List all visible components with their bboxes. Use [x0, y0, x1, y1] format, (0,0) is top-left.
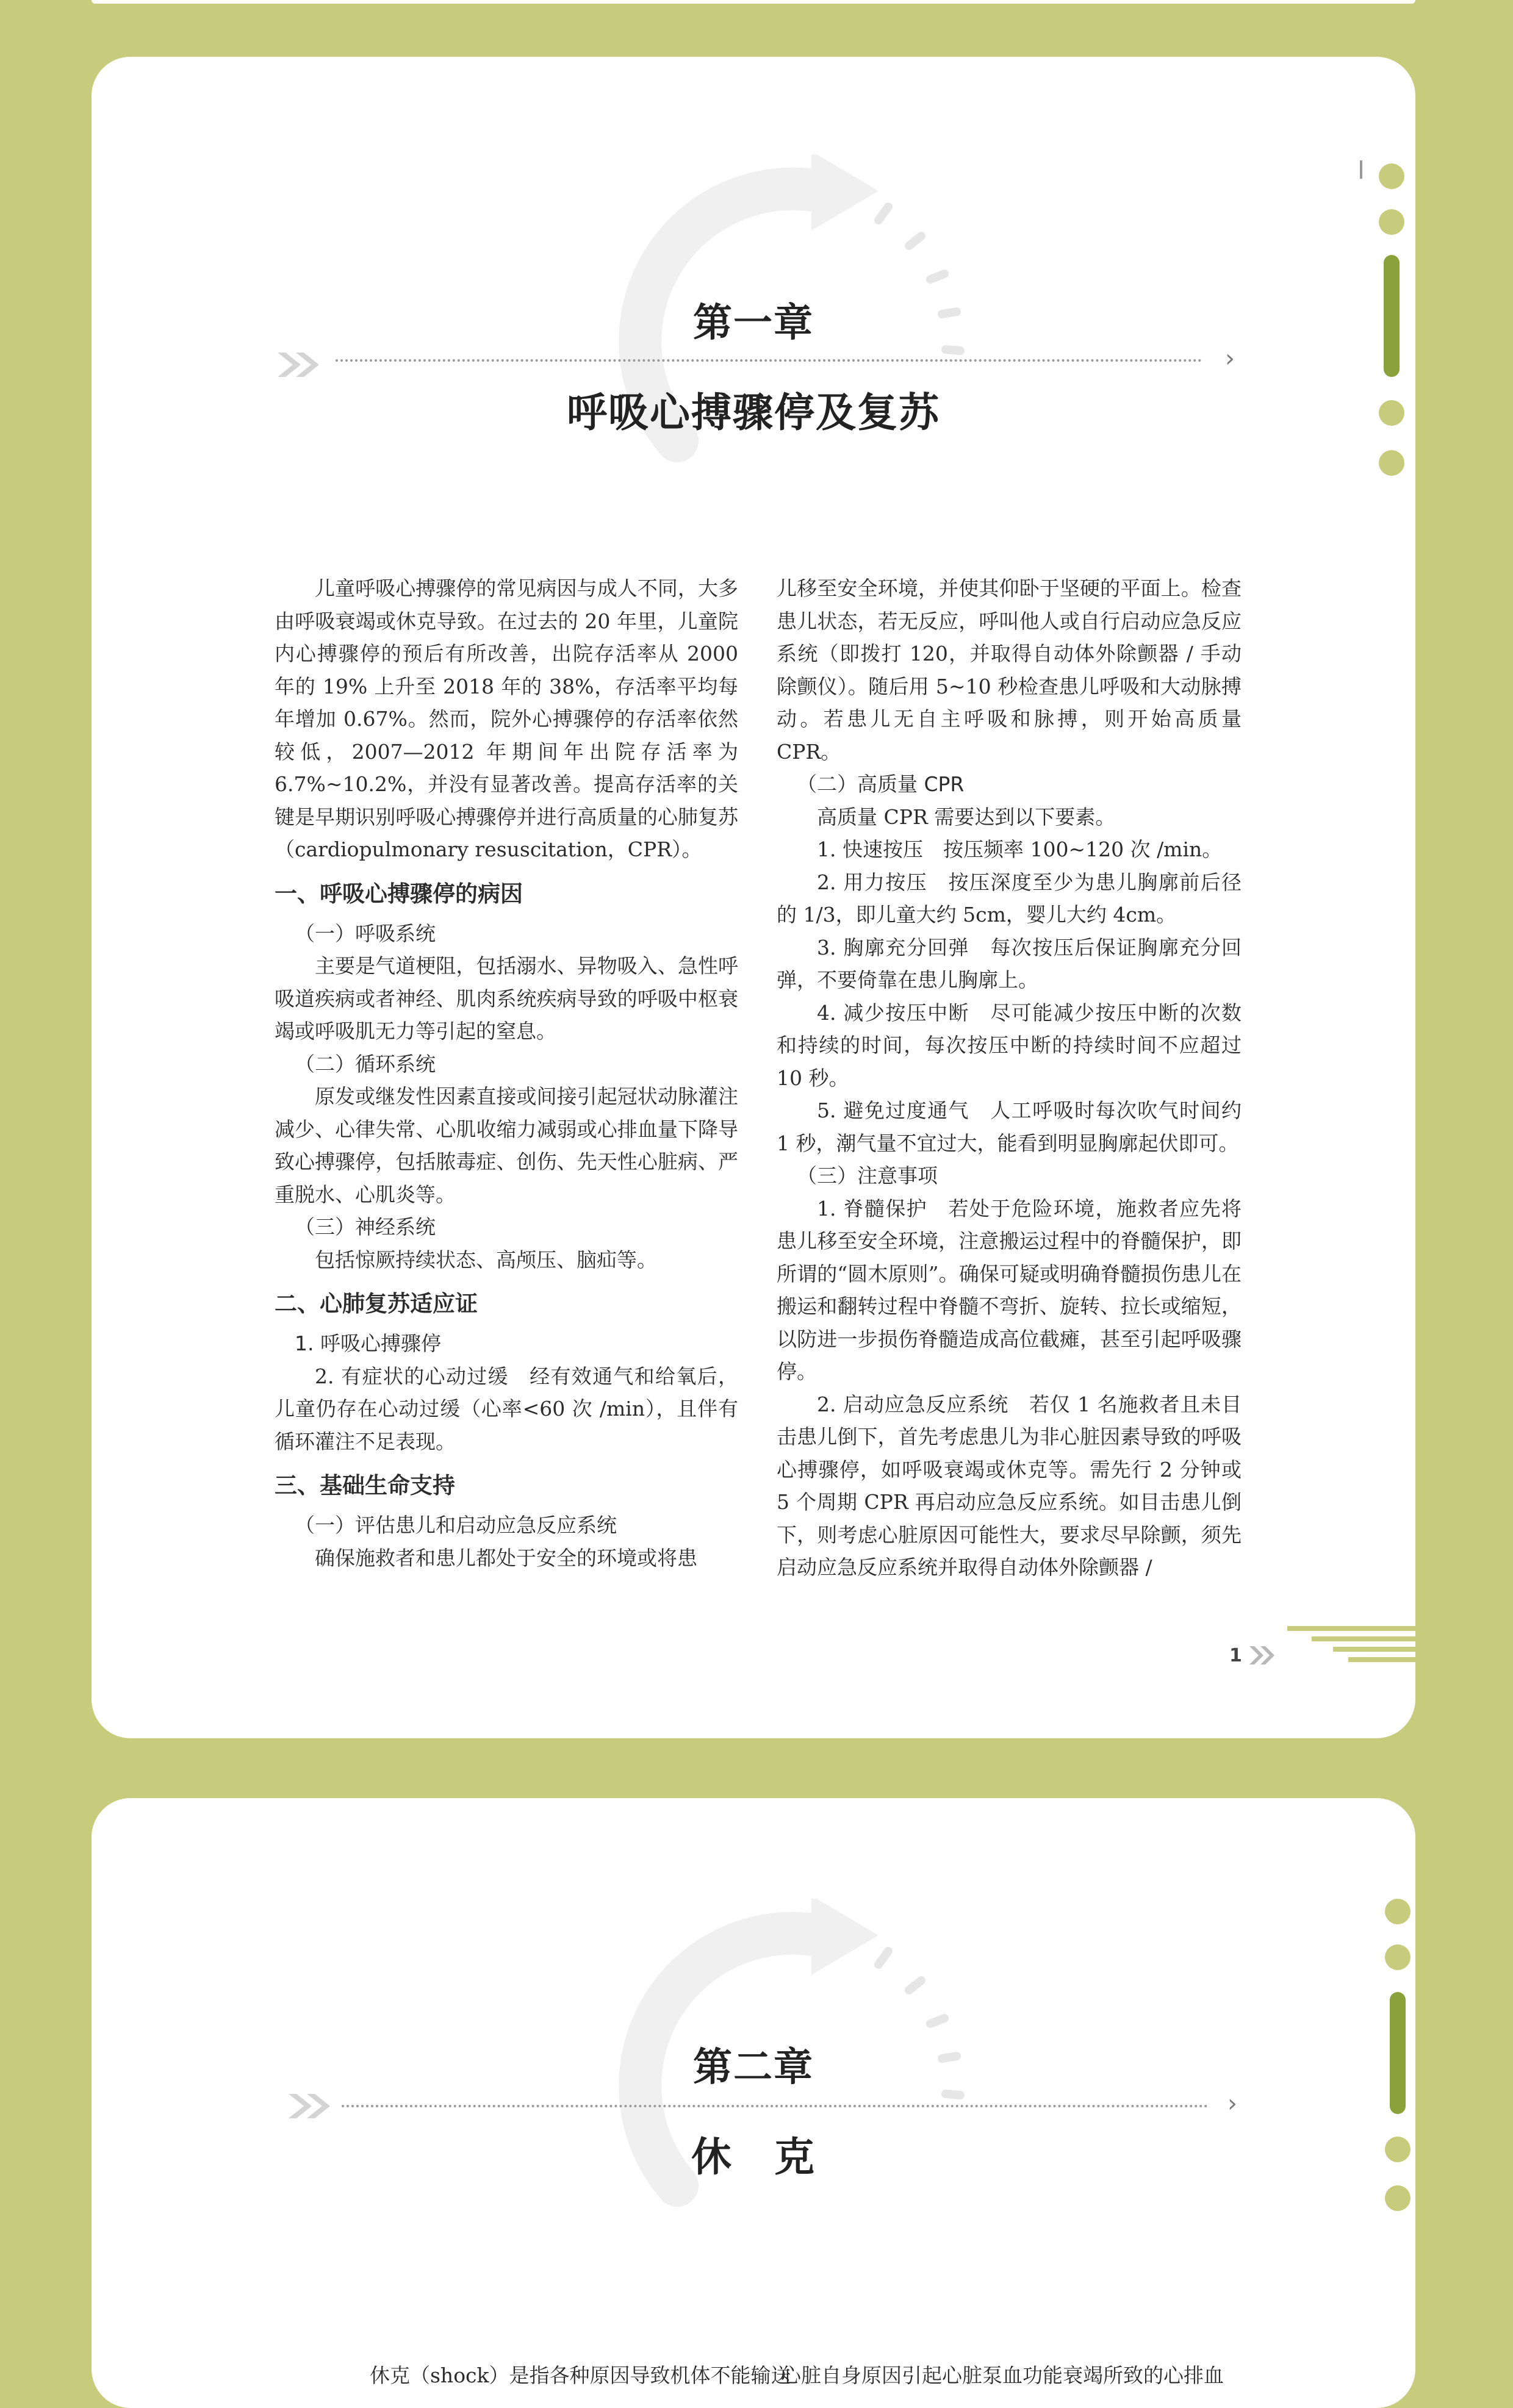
double-chevron-icon [275, 349, 323, 380]
paragraph: 2. 用力按压 按压深度至少为患儿胸廓前后径的 1/3，即儿童大约 5cm，婴儿大约 4cm。 [777, 870, 1242, 926]
paragraph: 3. 胸廓充分回弹 每次按压后保证胸廓充分回弹，不要倚靠在患儿胸廓上。 [777, 935, 1242, 992]
corner-stripes-icon [1287, 1623, 1415, 1672]
previous-page-edge [92, 0, 1415, 4]
nav-dot [1379, 163, 1404, 189]
nav-bar-active [1390, 1992, 1406, 2114]
subsection-heading: （三）注意事项 [797, 1164, 938, 1188]
paragraph: 5. 避免过度通气 人工呼吸时每次吹气时间约 1 秒，潮气量不宜过大，能看到明显胸廓起伏即可。 [777, 1098, 1242, 1155]
chapter-title: 呼吸心搏骤停及复苏 [567, 389, 940, 436]
chapter-number: 第二章 [693, 2045, 814, 2090]
chapter-divider [342, 2105, 1208, 2107]
nav-dot [1385, 2185, 1411, 2211]
margin-tick [1360, 160, 1362, 179]
nav-bar-active [1384, 255, 1400, 377]
book-page-1 [92, 57, 1415, 1738]
divider-arrow-icon: › [1227, 2090, 1237, 2118]
section-heading: 一、呼吸心搏骤停的病因 [275, 880, 523, 907]
paragraph: 高质量 CPR 需要达到以下要素。 [817, 804, 1116, 829]
nav-dot [1385, 2137, 1411, 2162]
section-heading: 二、心肺复苏适应证 [275, 1291, 478, 1317]
subsection-heading: 1. 呼吸心搏骤停 [295, 1331, 441, 1355]
nav-dot [1379, 209, 1404, 235]
nav-dot [1379, 450, 1404, 476]
subsection-heading: （二）高质量 CPR [797, 772, 965, 796]
paragraph: 确保施救者和患儿都处于安全的环境或将患 [315, 1546, 697, 1570]
paragraph: 2. 有症状的心动过缓 经有效通气和给氧后，儿童仍存在心动过缓（心率<60 次 /min），且伴有循环灌注不足表现。 [275, 1364, 738, 1453]
paragraph: 1. 快速按压 按压频率 100~120 次 /min。 [817, 837, 1223, 861]
text-column-right [781, 2359, 1245, 2392]
paragraph: 心脏自身原因引起心脏泵血功能衰竭所致的心排血 [781, 2363, 1224, 2387]
page-chevron-icon [1248, 1644, 1278, 1666]
paragraph: 4. 减少按压中断 尽可能减少按压中断的次数和持续的时间，每次按压中断的持续时间不应超过 10 秒。 [777, 1000, 1242, 1090]
text-column-left [275, 572, 738, 1574]
subsection-heading: （一）评估患儿和启动应急反应系统 [295, 1513, 617, 1537]
text-column-left [329, 2359, 793, 2392]
chapter-divider [336, 359, 1202, 362]
paragraph: 主要是气道梗阻，包括溺水、异物吸入、急性呼吸道疾病或者神经、肌肉系统疾病导致的呼吸中枢衰竭或呼吸肌无力等引起的窒息。 [275, 954, 738, 1043]
section-heading: 三、基础生命支持 [275, 1472, 455, 1499]
paragraph: 包括惊厥持续状态、高颅压、脑疝等。 [315, 1247, 657, 1272]
subsection-heading: （一）呼吸系统 [295, 921, 436, 945]
chapter-number: 第一章 [693, 301, 814, 346]
nav-dot [1379, 400, 1404, 426]
subsection-heading: （三）神经系统 [295, 1215, 436, 1239]
double-chevron-icon [286, 2091, 334, 2121]
nav-dot [1385, 1944, 1411, 1970]
paragraph: 儿童呼吸心搏骤停的常见病因与成人不同，大多由呼吸衰竭或休克导致。在过去的 20 年里，儿童院内心搏骤停的预后有所改善，出院存活率从 2000 年的 19% 上升至 2018 年的 38%，存活率平均每年增加 0.67%。然而，院外心搏骤停的存活率依然较低，2007—2012 年期间年出院存活率为 6.7%~10.2%，并没有显著改善。提高存活率的关键是早期识别呼吸心搏骤停并进行高质量的心肺复苏（cardiopulmonary resuscitation，CPR）。 [275, 576, 738, 861]
paragraph: 2. 启动应急反应系统 若仅 1 名施救者且未目击患儿倒下，首先考虑患儿为非心脏因素导致的呼吸心搏骤停，如呼吸衰竭或休克等。需先行 2 分钟或 5 个周期 CPR 再启动应急反应系统。如目击患儿倒下，则考虑心脏原因可能性大，要求尽早除颤，须先启动应急反应系统并取得自动体外除颤器 / [777, 1392, 1242, 1579]
chapter-title: 休 克 [691, 2134, 816, 2180]
paragraph: 休克（shock）是指各种原因导致机体不能输送 [370, 2363, 791, 2387]
text-column-right [777, 572, 1242, 1584]
page-number: 1 [1229, 1645, 1242, 1666]
subsection-heading: （二）循环系统 [295, 1052, 436, 1076]
book-page-2 [92, 1798, 1415, 2408]
paragraph: 原发或继发性因素直接或间接引起冠状动脉灌注减少、心律失常、心肌收缩力减弱或心排血量下降导致心搏骤停，包括脓毒症、创伤、先天性心脏病、严重脱水、心肌炎等。 [275, 1084, 738, 1206]
paragraph: 1. 脊髓保护 若处于危险环境，施救者应先将患儿移至安全环境，注意搬运过程中的脊髓保护，即所谓的“圆木原则”。确保可疑或明确脊髓损伤患儿在搬运和翻转过程中脊髓不弯折、旋转、拉长或缩短，以防进一步损伤脊髓造成高位截瘫，甚至引起呼吸骤停。 [777, 1196, 1242, 1383]
divider-arrow-icon: › [1225, 345, 1235, 373]
nav-dot [1385, 1899, 1411, 1924]
paragraph: 儿移至安全环境，并使其仰卧于坚硬的平面上。检查患儿状态，若无反应，呼叫他人或自行启动应急反应系统（即拨打 120，并取得自动体外除颤器 / 手动除颤仪）。随后用 5~10 秒检查患儿呼吸和大动脉搏动。若患儿无自主呼吸和脉搏，则开始高质量 CPR。 [777, 576, 1242, 764]
